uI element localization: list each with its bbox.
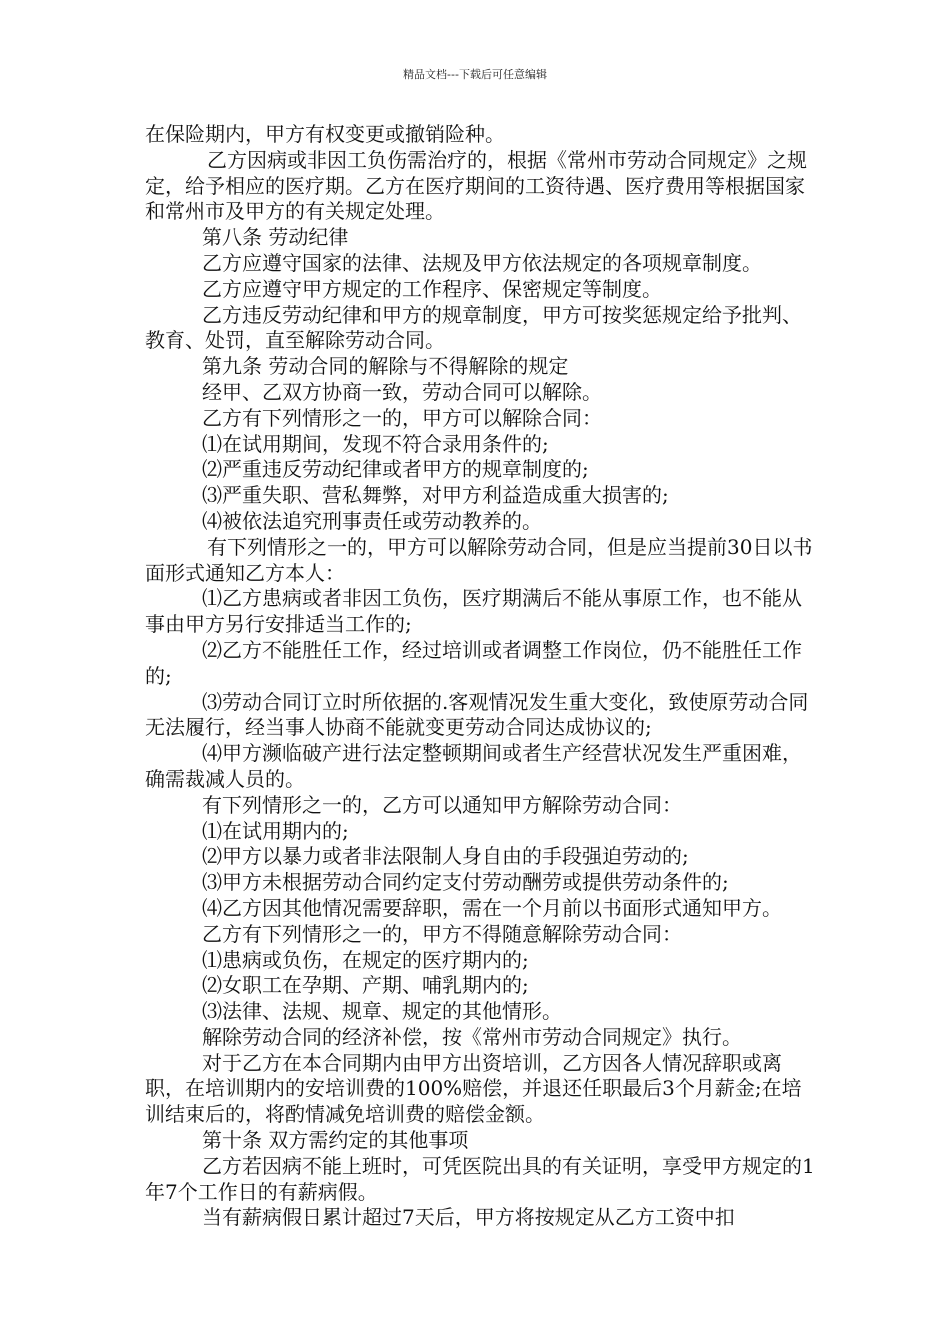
- paragraph: 第十条 双方需约定的其他事项: [202, 1128, 469, 1153]
- paragraph: 乙方应遵守国家的法律、法规及甲方依法规定的各项规章制度。: [202, 250, 762, 275]
- paragraph: ⑵甲方以暴力或者非法限制人身自由的手段强迫劳动的;: [202, 844, 689, 869]
- paragraph: ⑶甲方未根据劳动合同约定支付劳动酬劳或提供劳动条件的;: [202, 870, 729, 895]
- paragraph: 第八条 劳动纪律: [202, 225, 349, 250]
- paragraph: ⑶严重失职、营私舞弊，对甲方利益造成重大损害的;: [202, 483, 669, 508]
- paragraph: ⑶劳动合同订立时所依据的.客观情况发生重大变化，致使原劳动合同无法履行，经当事人协商不能就变更劳动合同达成协议的;: [145, 689, 809, 740]
- paragraph: 乙方应遵守甲方规定的工作程序、保密规定等制度。: [202, 276, 662, 301]
- paragraph: 解除劳动合同的经济补偿，按《常州市劳动合同规定》执行。: [202, 1024, 742, 1049]
- paragraph: ⑵严重违反劳动纪律或者甲方的规章制度的;: [202, 457, 589, 482]
- paragraph: 当有薪病假日累计超过7天后，甲方将按规定从乙方工资中扣: [202, 1205, 735, 1230]
- document-body: [145, 122, 815, 1231]
- paragraph: ⑷被依法追究刑事责任或劳动教养的。: [202, 508, 542, 533]
- paragraph: 对于乙方在本合同期内由甲方出资培训，乙方因各人情况辞职或离职，在培训期内的安培训费的100%赔偿，并退还任职最后3个月薪金;在培训结束后的，将酌情减免培训费的赔偿金额。: [145, 1050, 802, 1127]
- paragraph: 第九条 劳动合同的解除与不得解除的规定: [202, 354, 569, 379]
- paragraph: 乙方违反劳动纪律和甲方的规章制度，甲方可按奖惩规定给予批判、教育、处罚，直至解除劳动合同。: [145, 302, 802, 353]
- paragraph: 乙方有下列情形之一的，甲方可以解除合同：: [202, 405, 602, 430]
- paragraph: ⑷甲方濒临破产进行法定整顿期间或者生产经营状况发生严重困难，确需裁减人员的。: [145, 741, 802, 791]
- page-header: 精品文档---下载后可任意编辑: [403, 68, 547, 81]
- paragraph: 经甲、乙双方协商一致，劳动合同可以解除。: [202, 379, 602, 404]
- paragraph: 有下列情形之一的，甲方可以解除劳动合同，但是应当提前30日以书面形式通知乙方本人：: [145, 534, 813, 585]
- paragraph: ⑴在试用期间，发现不符合录用条件的;: [202, 431, 549, 456]
- paragraph: ⑴乙方患病或者非因工负伤，医疗期满后不能从事原工作，也不能从事由甲方另行安排适当工作的;: [145, 586, 802, 637]
- paragraph: 乙方有下列情形之一的，甲方不得随意解除劳动合同：: [202, 921, 682, 946]
- paragraph: 在保险期内，甲方有权变更或撤销险种。: [145, 122, 505, 146]
- paragraph: 乙方因病或非因工负伤需治疗的，根据《常州市劳动合同规定》之规定，给予相应的医疗期。乙方在医疗期间的工资待遇、医疗费用等根据国家和常州市及甲方的有关规定处理。: [145, 147, 807, 224]
- paragraph: ⑶法律、法规、规章、规定的其他情形。: [202, 999, 562, 1024]
- paragraph: ⑴在试用期内的;: [202, 818, 349, 843]
- paragraph: 有下列情形之一的，乙方可以通知甲方解除劳动合同：: [202, 792, 682, 817]
- paragraph: ⑵乙方不能胜任工作，经过培训或者调整工作岗位，仍不能胜任工作的;: [145, 637, 802, 688]
- paragraph: 乙方若因病不能上班时，可凭医院出具的有关证明，享受甲方规定的1年7个工作日的有薪病假。: [145, 1153, 815, 1204]
- paragraph: ⑴患病或负伤，在规定的医疗期内的;: [202, 947, 529, 972]
- paragraph: ⑷乙方因其他情况需要辞职，需在一个月前以书面形式通知甲方。: [202, 895, 782, 920]
- paragraph: ⑵女职工在孕期、产期、哺乳期内的;: [202, 973, 529, 998]
